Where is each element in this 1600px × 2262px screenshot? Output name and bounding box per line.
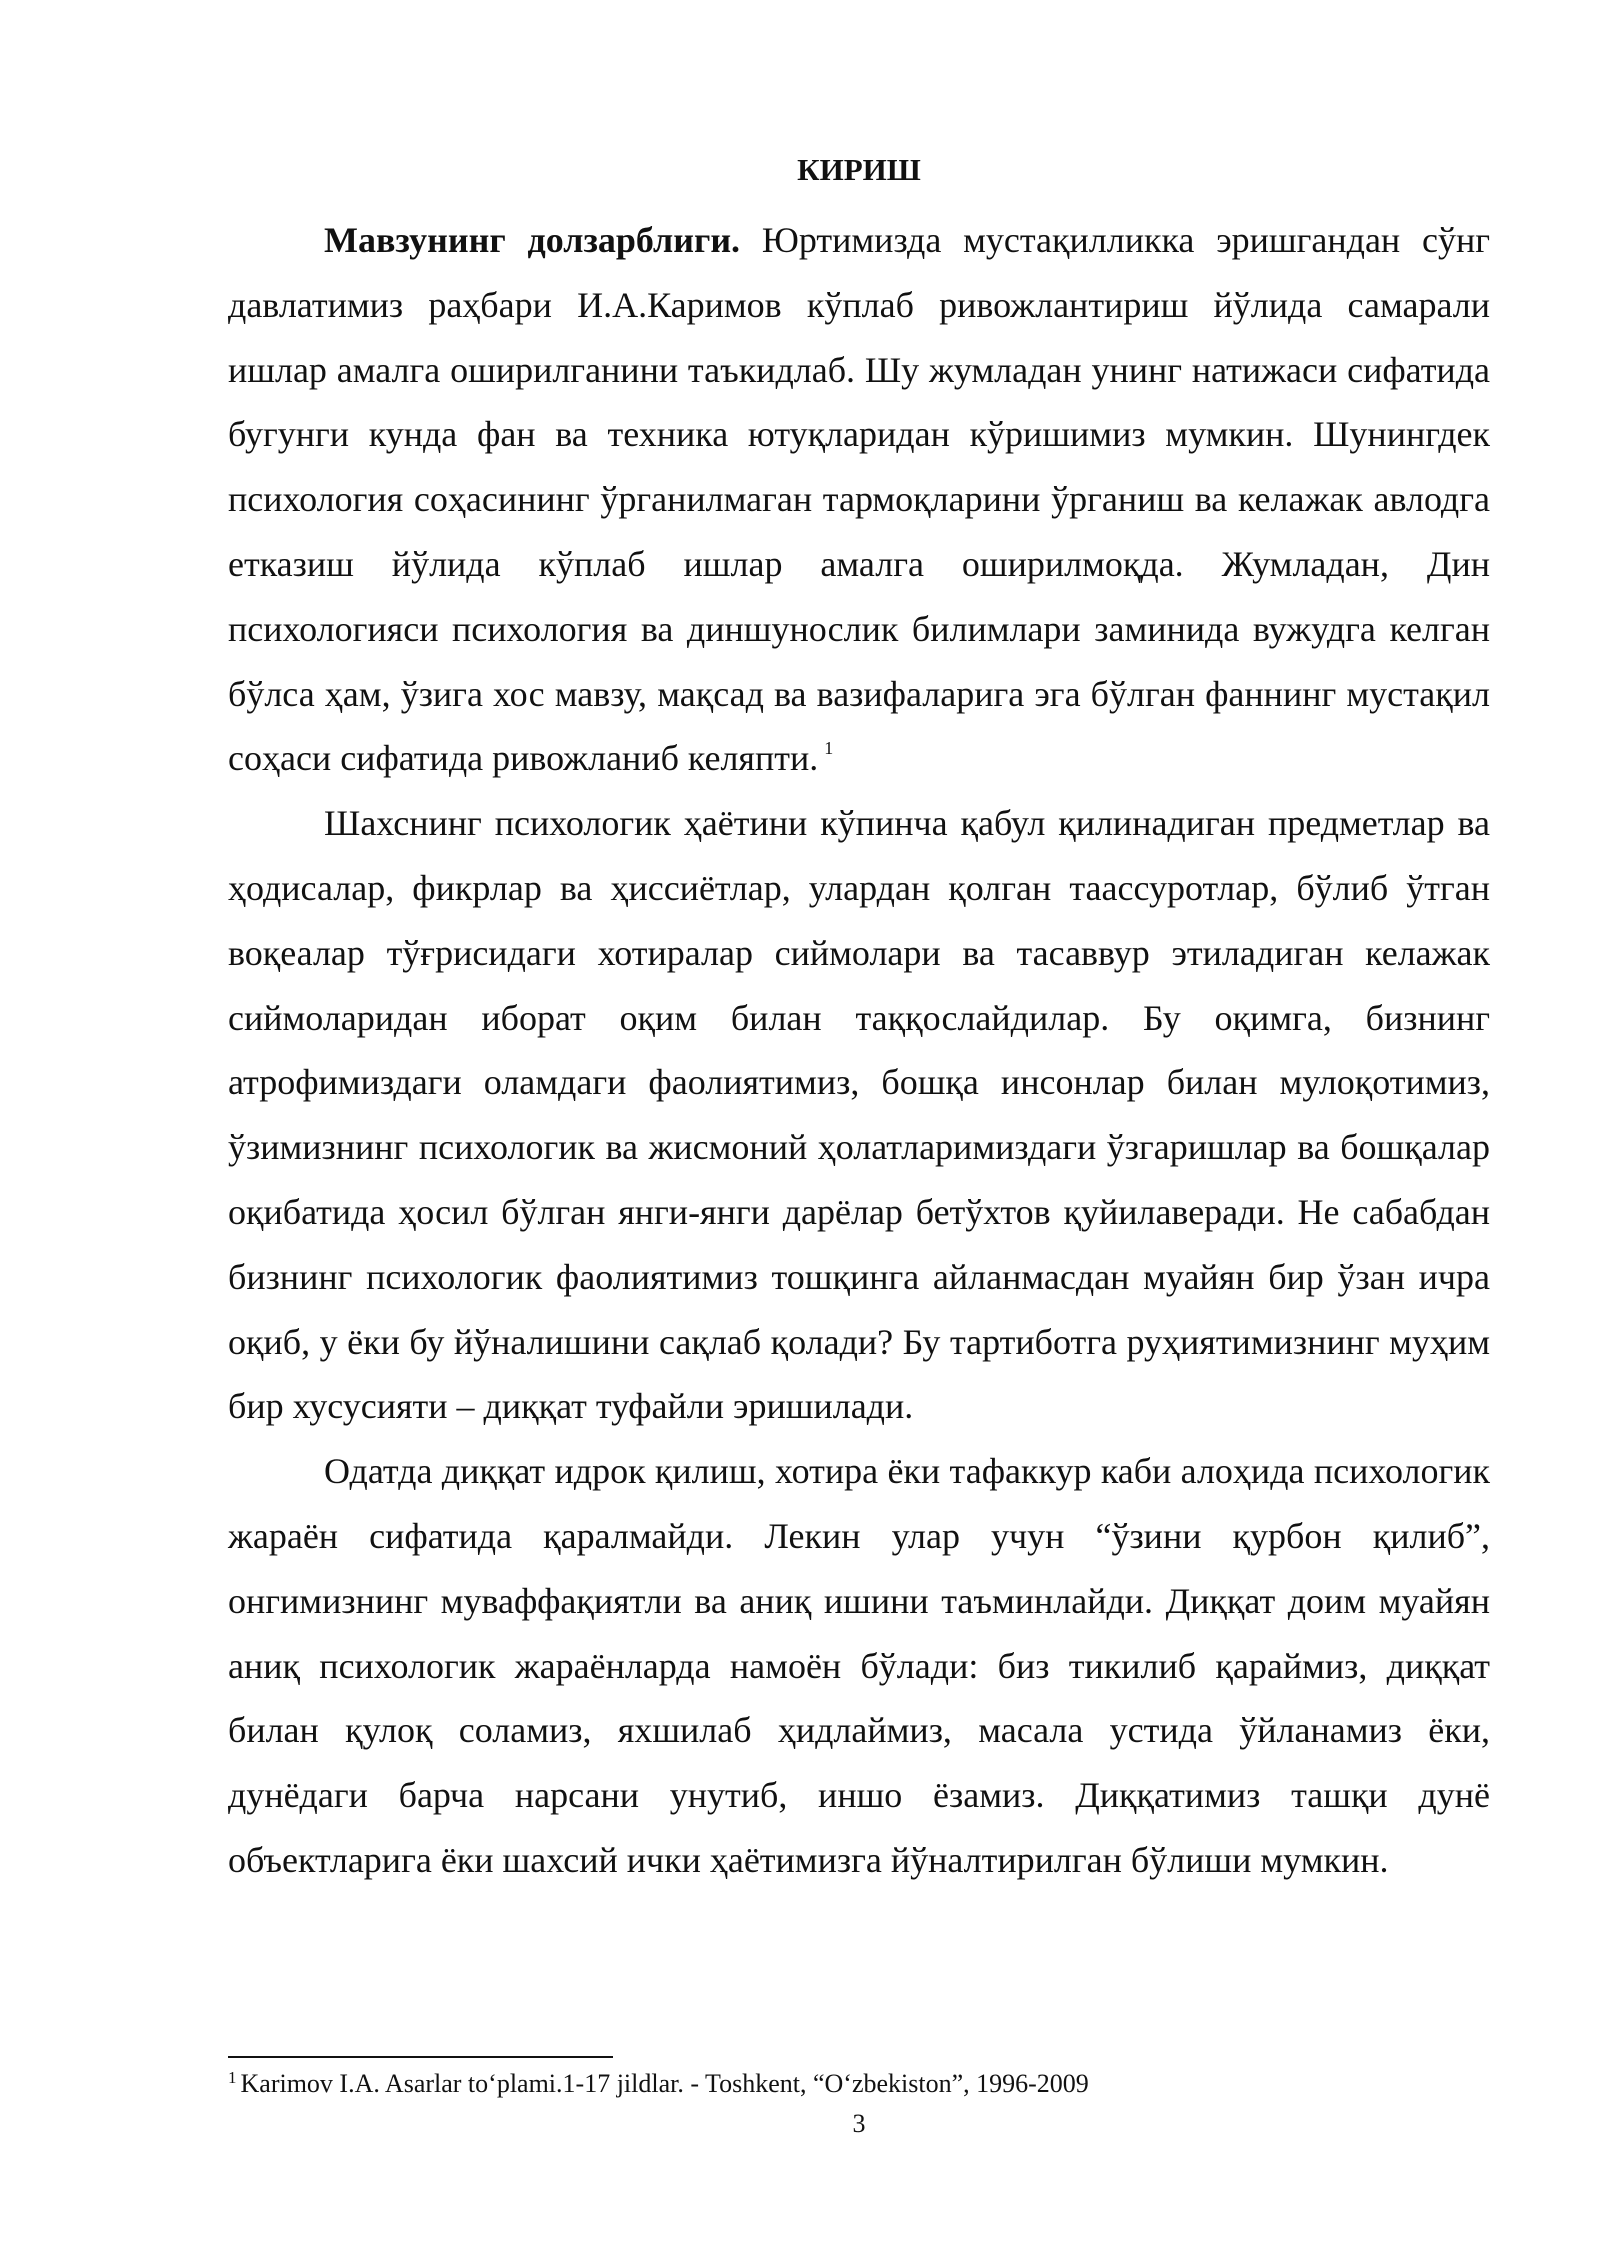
footnote [228, 2066, 1490, 2102]
paragraph-text: Одатда диққат идрок қилиш, хотира ёки тафаккур каби алоҳида психологик жараён сифатида қаралмайди. Лекин улар учун “ўзини қурбон қилиб”, онгимизнинг муваффақиятли ва аниқ ишини таъминлайди. Диққат доим муайян аниқ психологик жараёнларда намоён бўлади: биз тикилиб қараймиз, диққат билан қулоқ соламиз, яхшилаб ҳидлаймиз, масала устида ўйланамиз ёки, дунёдаги барча нарсани унутиб, иншо ёзамиз. Диққатимиз ташқи дунё объектларига ёки шахсий ички ҳаётимизга йўналтирилган бўлиши мумкин. [228, 1451, 1490, 1880]
page-number: 3 [852, 2109, 866, 2138]
footnote-number: 1 [228, 2068, 237, 2087]
footnote-separator [228, 2056, 613, 2058]
paragraph-text: Юртимизда мустақилликка эришгандан сўнг давлатимиз раҳбари И.А.Каримов кўплаб ривожлантириш йўлида самарали ишлар амалга оширилганини таъкидлаб. Шу жумладан унинг натижаси сифатида бугунги кунда фан ва техника ютуқларидан кўришимиз мумкин. Шунингдек психология соҳасининг ўрганилмаган тармоқларини ўрганиш ва келажак авлодга етказиш йўлида кўплаб ишлар амалга оширилмоқда. Жумладан, Дин психологияси психология ва диншунослик билимлари заминида вужудга келган бўлса ҳам, ўзига хос мавзу, мақсад ва вазифаларига эга бўлган фаннинг мустақил соҳаси сифатида ривожланиб келяпти. [228, 220, 1491, 779]
paragraph-psychological-life [228, 791, 1490, 1439]
body-text [228, 208, 1490, 1893]
page-heading: КИРИШ [797, 152, 921, 187]
paragraph-attention [228, 1439, 1490, 1893]
paragraph-relevance [228, 208, 1490, 791]
paragraph-lead-heading: Мавзунинг долзарблиги. [324, 220, 741, 260]
footnote-reference[interactable]: 1 [824, 738, 834, 759]
paragraph-text: Шахснинг психологик ҳаётини кўпинча қабул қилинадиган предметлар ва ҳодисалар, фикрлар ва ҳиссиётлар, улардан қолган таассуротлар, бўлиб ўтган воқеалар тўғрисидаги хотиралар сиймолари ва тасаввур этиладиган келажак сиймоларидан иборат оқим билан таққослайдилар. Бу оқимга, бизнинг атрофимиздаги оламдаги фаолиятимиз, бошқа инсонлар билан мулоқотимиз, ўзимизнинг психологик ва жисмоний ҳолатларимиздаги ўзгаришлар ва бошқалар оқибатида ҳосил бўлган янги-янги дарёлар бетўхтов қуйилаверади. Не сабабдан бизнинг психологик фаолиятимиз тошқинга айланмасдан муайян бир ўзан ичра оқиб, у ёки бу йўналишини сақлаб қолади? Бу тартиботга руҳиятимизнинг муҳим бир хусусияти – диққат туфайли эришилади. [228, 803, 1490, 1427]
footnote-text: Karimov I.A. Asarlar to‘plami.1-17 jildlar. - Toshkent, “O‘zbekiston”, 1996-2009 [240, 2069, 1089, 2098]
